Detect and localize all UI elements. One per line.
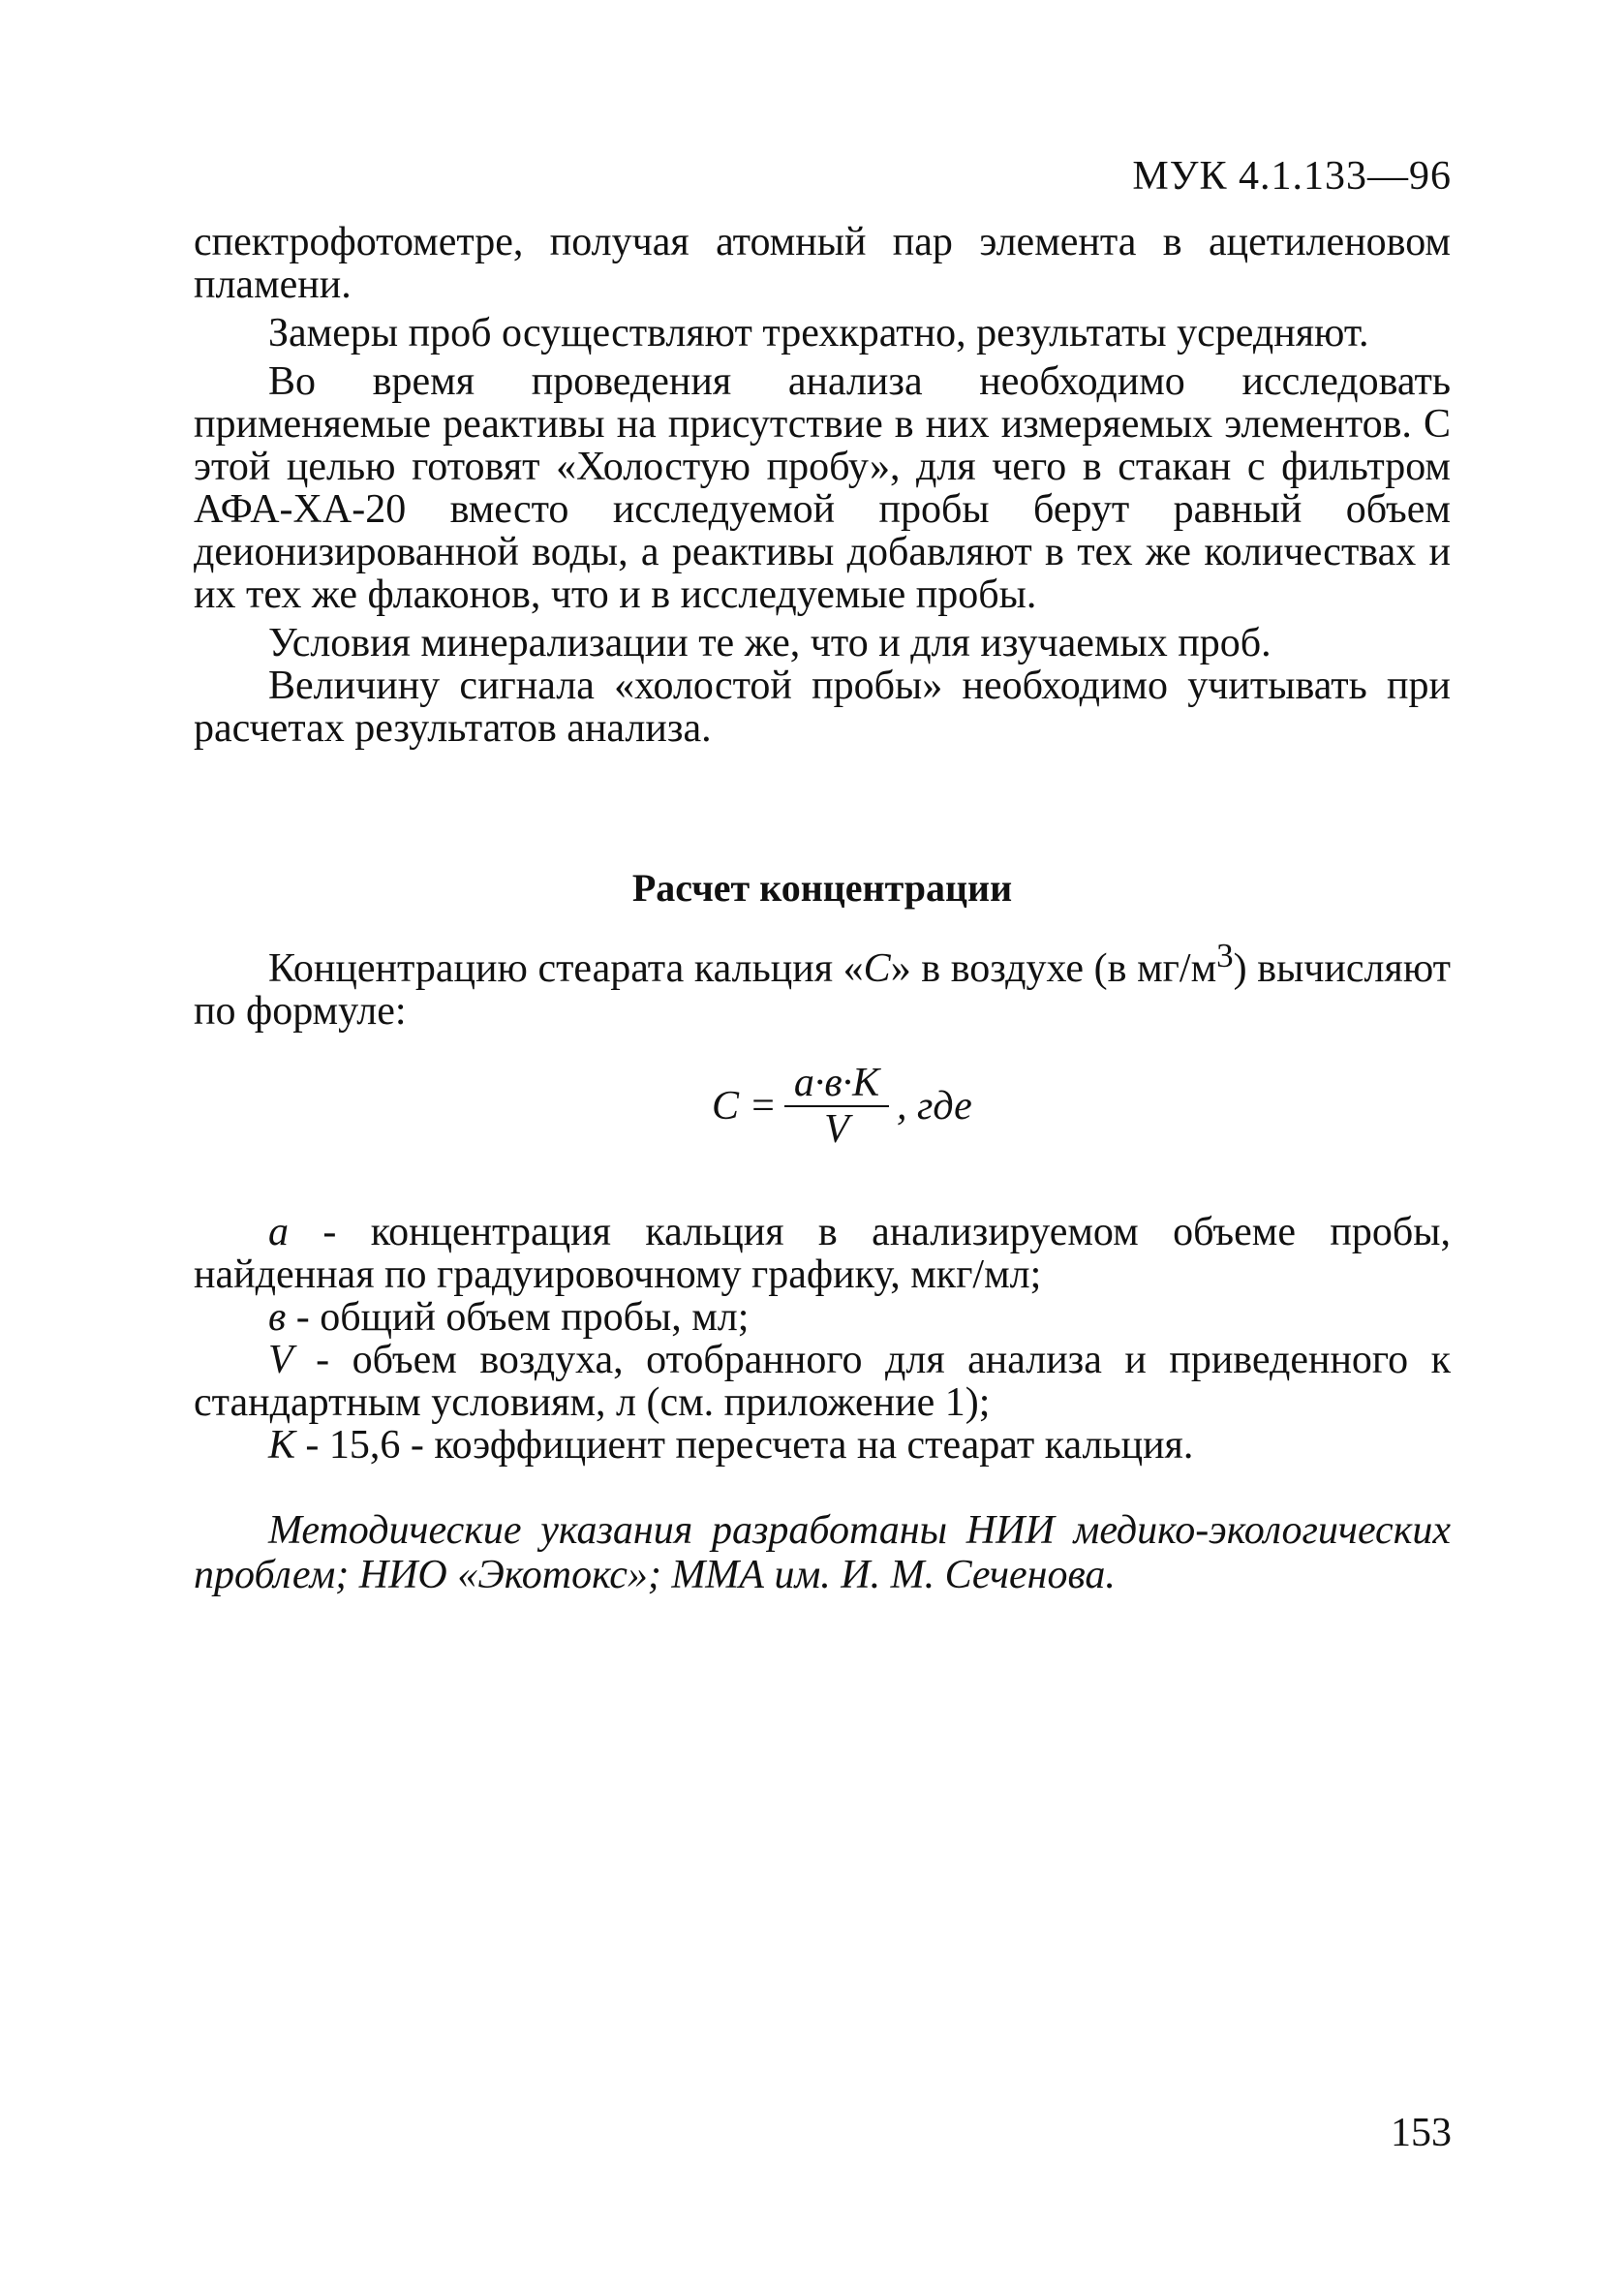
body-text (194, 221, 1451, 750)
calc-intro-after: » в воздухе (в мг/м (890, 946, 1217, 991)
formula-numerator: а·в·К (784, 1061, 889, 1107)
formula-fraction (784, 1061, 889, 1152)
definition-symbol: V (268, 1338, 293, 1382)
definition-v (194, 1339, 1451, 1424)
authorship-note-text: Методические указания разработаны НИИ медико-экологических проблем; НИО «Экотокс»; ММА им. И. М. Сеченова. (194, 1508, 1451, 1597)
calc-intro-paragraph (194, 935, 1451, 1033)
formula-lhs: С = (712, 1084, 777, 1129)
definition-text: - общий объем пробы, мл; (286, 1295, 750, 1340)
calc-intro-before: Концентрацию стеарата кальция « (268, 946, 864, 991)
definition-text: - объем воздуха, отобранного для анализа и приведенного к стандартным условиям, л (см. приложение 1); (194, 1338, 1451, 1425)
calc-intro (194, 935, 1451, 1033)
formula-denominator: V (824, 1107, 849, 1152)
paragraph-1: спектрофотометре, получая атомный пар элемента в ацетиленовом пламени. (194, 220, 1451, 307)
calc-intro-superscript: 3 (1216, 937, 1234, 974)
calc-intro-symbol: С (863, 946, 891, 991)
page-number: 153 (1391, 2111, 1452, 2155)
definition-a (194, 1211, 1451, 1296)
paragraph-2: Замеры проб осуществляют трехкратно, результаты усредняют. (268, 311, 1369, 356)
document-code-header: МУК 4.1.133—96 (1132, 154, 1452, 199)
formula-suffix: , где (896, 1084, 972, 1129)
definition-symbol: а (268, 1210, 289, 1254)
concentration-formula (712, 1061, 972, 1152)
definition-b (194, 1296, 1451, 1339)
definition-k (194, 1424, 1451, 1467)
definition-text: - 15,6 - коэффициент пересчета на стеарат кальция. (294, 1423, 1194, 1468)
paragraph-4: Условия минерализации те же, что и для изучаемых проб. (268, 621, 1272, 665)
authorship-note (194, 1508, 1451, 1597)
calc-intro-end: ) вычисляют по формуле: (194, 946, 1451, 1034)
section-title: Расчет концентрации (631, 866, 1013, 910)
definition-text: - концентрация кальция в анализируемом объеме пробы, найденная по градуировочному графику, мкг/мл; (194, 1210, 1451, 1297)
definition-symbol: в (268, 1295, 287, 1340)
paragraph-3: Во время проведения анализа необходимо исследовать применяемые реактивы на присутствие в них измеряемых элементов. С этой целью готовят «Холостую пробу», для чего в стакан с фильтром АФА-ХА-20 вместо исследуемой пробы берут равный объем деионизированной воды, а реактивы добавляют в тех же количествах и их тех же флаконов, что и в исследуемые пробы. (194, 359, 1451, 617)
definitions-list (194, 1211, 1451, 1467)
definition-symbol: К (268, 1423, 295, 1468)
paragraph-5: Величину сигнала «холостой пробы» необходимо учитывать при расчетах результатов анализа. (194, 664, 1451, 751)
